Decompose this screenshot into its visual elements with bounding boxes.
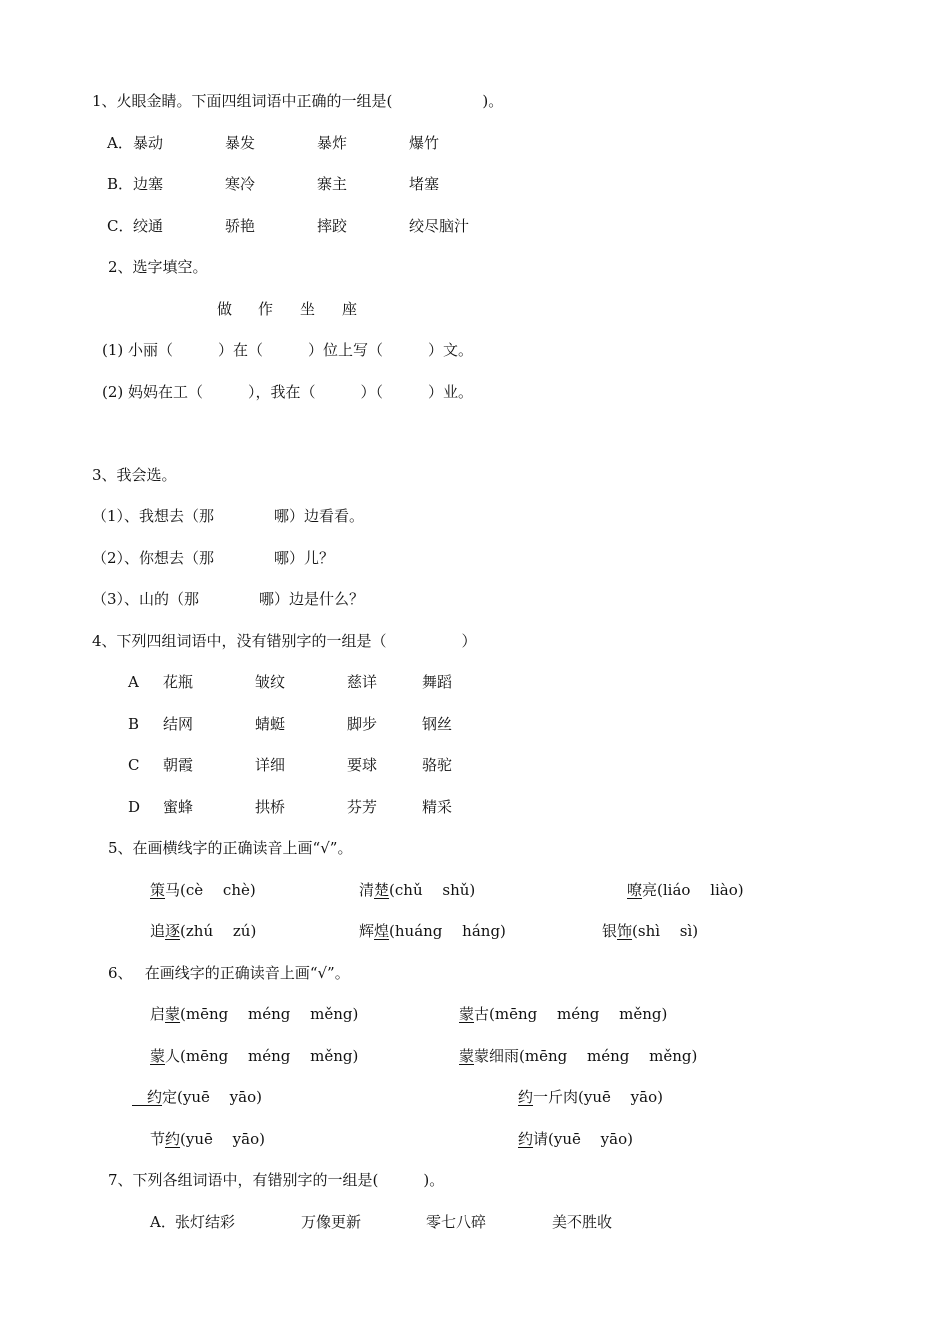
underlined-char: 约 (518, 1130, 534, 1148)
q1-stem: 1、火眼金睛。下面四组词语中正确的一组是( )。 (92, 92, 504, 110)
prefix-char: 辉 (359, 922, 375, 940)
q6-item (518, 1129, 633, 1149)
q4-option-a-word: 花瓶 (163, 673, 194, 691)
pinyin-options: (chǔ shǔ) (389, 881, 476, 899)
prefix-char: 节 (150, 1130, 166, 1148)
q4-option-d-word: 拱桥 (255, 798, 286, 816)
q1-option-c-word: 绞通 (133, 217, 164, 235)
q5-item (150, 921, 256, 941)
pinyin-options: (huáng háng) (389, 922, 506, 940)
q7-option-a-word: 美不胜收 (552, 1213, 613, 1231)
pinyin-options: 马(cè chè) (165, 881, 256, 899)
q2-choice: 座 (342, 300, 358, 318)
underlined-char: 蒙 (459, 1047, 475, 1065)
pinyin-options: (mēng méng měng) (180, 1005, 359, 1023)
underlined-char: 逐 (165, 922, 181, 940)
pinyin-options: (zhú zú) (180, 922, 257, 940)
q1-option-a-word: 暴炸 (317, 134, 348, 152)
q4-option-c-word: 详细 (255, 756, 286, 774)
prefix-char: 启 (150, 1005, 166, 1023)
q4-option-d-word: 蜜蜂 (163, 798, 194, 816)
q2-stem: 2、选字填空。 (108, 258, 208, 276)
q6-item (132, 1087, 262, 1107)
underlined-char: 饰 (617, 922, 633, 940)
q4-option-a-word: 慈详 (347, 673, 378, 691)
pinyin-options: 人(mēng méng měng) (165, 1047, 359, 1065)
q4-option-a-word: 舞蹈 (422, 673, 453, 691)
underlined-char: 约 (518, 1088, 534, 1106)
q5-stem: 5、在画横线字的正确读音上画“√”。 (108, 839, 353, 857)
q3-sentence-2: （2）、你想去（那 哪）儿？ (92, 549, 335, 567)
q2-sentence-1: (1) 小丽（ ）在（ ）位上写（ ）文。 (102, 341, 474, 359)
q7-option-a-label: A． (150, 1213, 176, 1231)
q4-option-b-label: B (128, 715, 140, 733)
q3-sentence-1: （1）、我想去（那 哪）边看看。 (92, 507, 365, 525)
q4-option-a-word: 皱纹 (255, 673, 286, 691)
q1-option-b-word: 堵塞 (409, 175, 440, 193)
underlined-char: 约 (132, 1088, 163, 1106)
q4-option-b-word: 蜻蜓 (255, 715, 286, 733)
underlined-char: 约 (165, 1130, 181, 1148)
q5-item (359, 880, 475, 900)
q3-stem: 3、我会选。 (92, 466, 177, 484)
q1-option-b-label: B． (107, 175, 134, 193)
q6-stem: 6、 在画线字的正确读音上画“√”。 (108, 964, 350, 982)
q4-stem: 4、下列四组词语中，没有错别字的一组是（ ） (92, 632, 477, 650)
q1-option-b-word: 寨主 (317, 175, 348, 193)
q2-choice: 做 (217, 300, 233, 318)
q1-option-b-word: 寒冷 (225, 175, 256, 193)
q5-item (627, 880, 744, 900)
prefix-char: 追 (150, 922, 166, 940)
q5-item (359, 921, 506, 941)
q5-item (602, 921, 698, 941)
pinyin-options: 古(mēng méng měng) (474, 1005, 668, 1023)
q7-option-a-word: 万像更新 (301, 1213, 362, 1231)
q1-option-c-word: 摔跤 (317, 217, 348, 235)
q6-item (150, 1004, 358, 1024)
q3-sentence-3: （3）、山的（那 哪）边是什么？ (92, 590, 365, 608)
q6-item (459, 1046, 697, 1066)
q1-option-a-label: A． (107, 134, 133, 152)
underlined-char: 楚 (374, 881, 390, 899)
q4-option-d-label: D (128, 798, 141, 816)
q4-option-c-word: 朝霞 (163, 756, 194, 774)
q1-option-a-word: 爆竹 (409, 134, 440, 152)
underlined-char: 煌 (374, 922, 390, 940)
pinyin-options: 请(yuē yāo) (533, 1130, 633, 1148)
pinyin-options: (yuē yāo) (180, 1130, 265, 1148)
q6-item (150, 1046, 358, 1066)
q7-option-a-word: 张灯结彩 (175, 1213, 236, 1231)
q4-option-d-word: 芬芳 (347, 798, 378, 816)
q1-option-b-word: 边塞 (133, 175, 164, 193)
underlined-char: 嘹 (627, 881, 643, 899)
q6-item (518, 1087, 663, 1107)
prefix-char: 清 (359, 881, 375, 899)
q4-option-d-word: 精采 (422, 798, 453, 816)
pinyin-options: 一斤肉(yuē yāo) (533, 1088, 663, 1106)
q1-option-c-word: 骄艳 (225, 217, 256, 235)
underlined-char: 蒙 (165, 1005, 181, 1023)
q4-option-c-word: 骆驼 (422, 756, 453, 774)
pinyin-options: (shì sì) (632, 922, 699, 940)
q1-option-a-word: 暴动 (133, 134, 164, 152)
q1-option-c-word: 绞尽脑汁 (409, 217, 470, 235)
q7-stem: 7、下列各组词语中，有错别字的一组是( )。 (108, 1171, 445, 1189)
q1-option-a-word: 暴发 (225, 134, 256, 152)
q4-option-b-word: 结网 (163, 715, 194, 733)
pinyin-options: 定(yuē yāo) (162, 1088, 262, 1106)
pinyin-options: 蒙细雨(mēng méng měng) (474, 1047, 698, 1065)
underlined-char: 策 (150, 881, 166, 899)
q1-option-c-label: C． (107, 217, 134, 235)
pinyin-options: 亮(liáo liào) (642, 881, 744, 899)
q2-choice: 作 (258, 300, 274, 318)
q4-option-b-word: 钢丝 (422, 715, 453, 733)
q5-item (150, 880, 256, 900)
q6-item (459, 1004, 667, 1024)
q7-option-a-word: 零七八碎 (426, 1213, 487, 1231)
underlined-char: 蒙 (459, 1005, 475, 1023)
q4-option-a-label: A (128, 673, 139, 691)
q6-item (150, 1129, 265, 1149)
prefix-char: 银 (602, 922, 618, 940)
q4-option-c-word: 要球 (347, 756, 378, 774)
underlined-char: 蒙 (150, 1047, 166, 1065)
q2-choice: 坐 (300, 300, 316, 318)
q4-option-b-word: 脚步 (347, 715, 378, 733)
q4-option-c-label: C (128, 756, 140, 774)
q2-sentence-2: (2) 妈妈在工（ ），我在（ ）（ ）业。 (102, 383, 474, 401)
